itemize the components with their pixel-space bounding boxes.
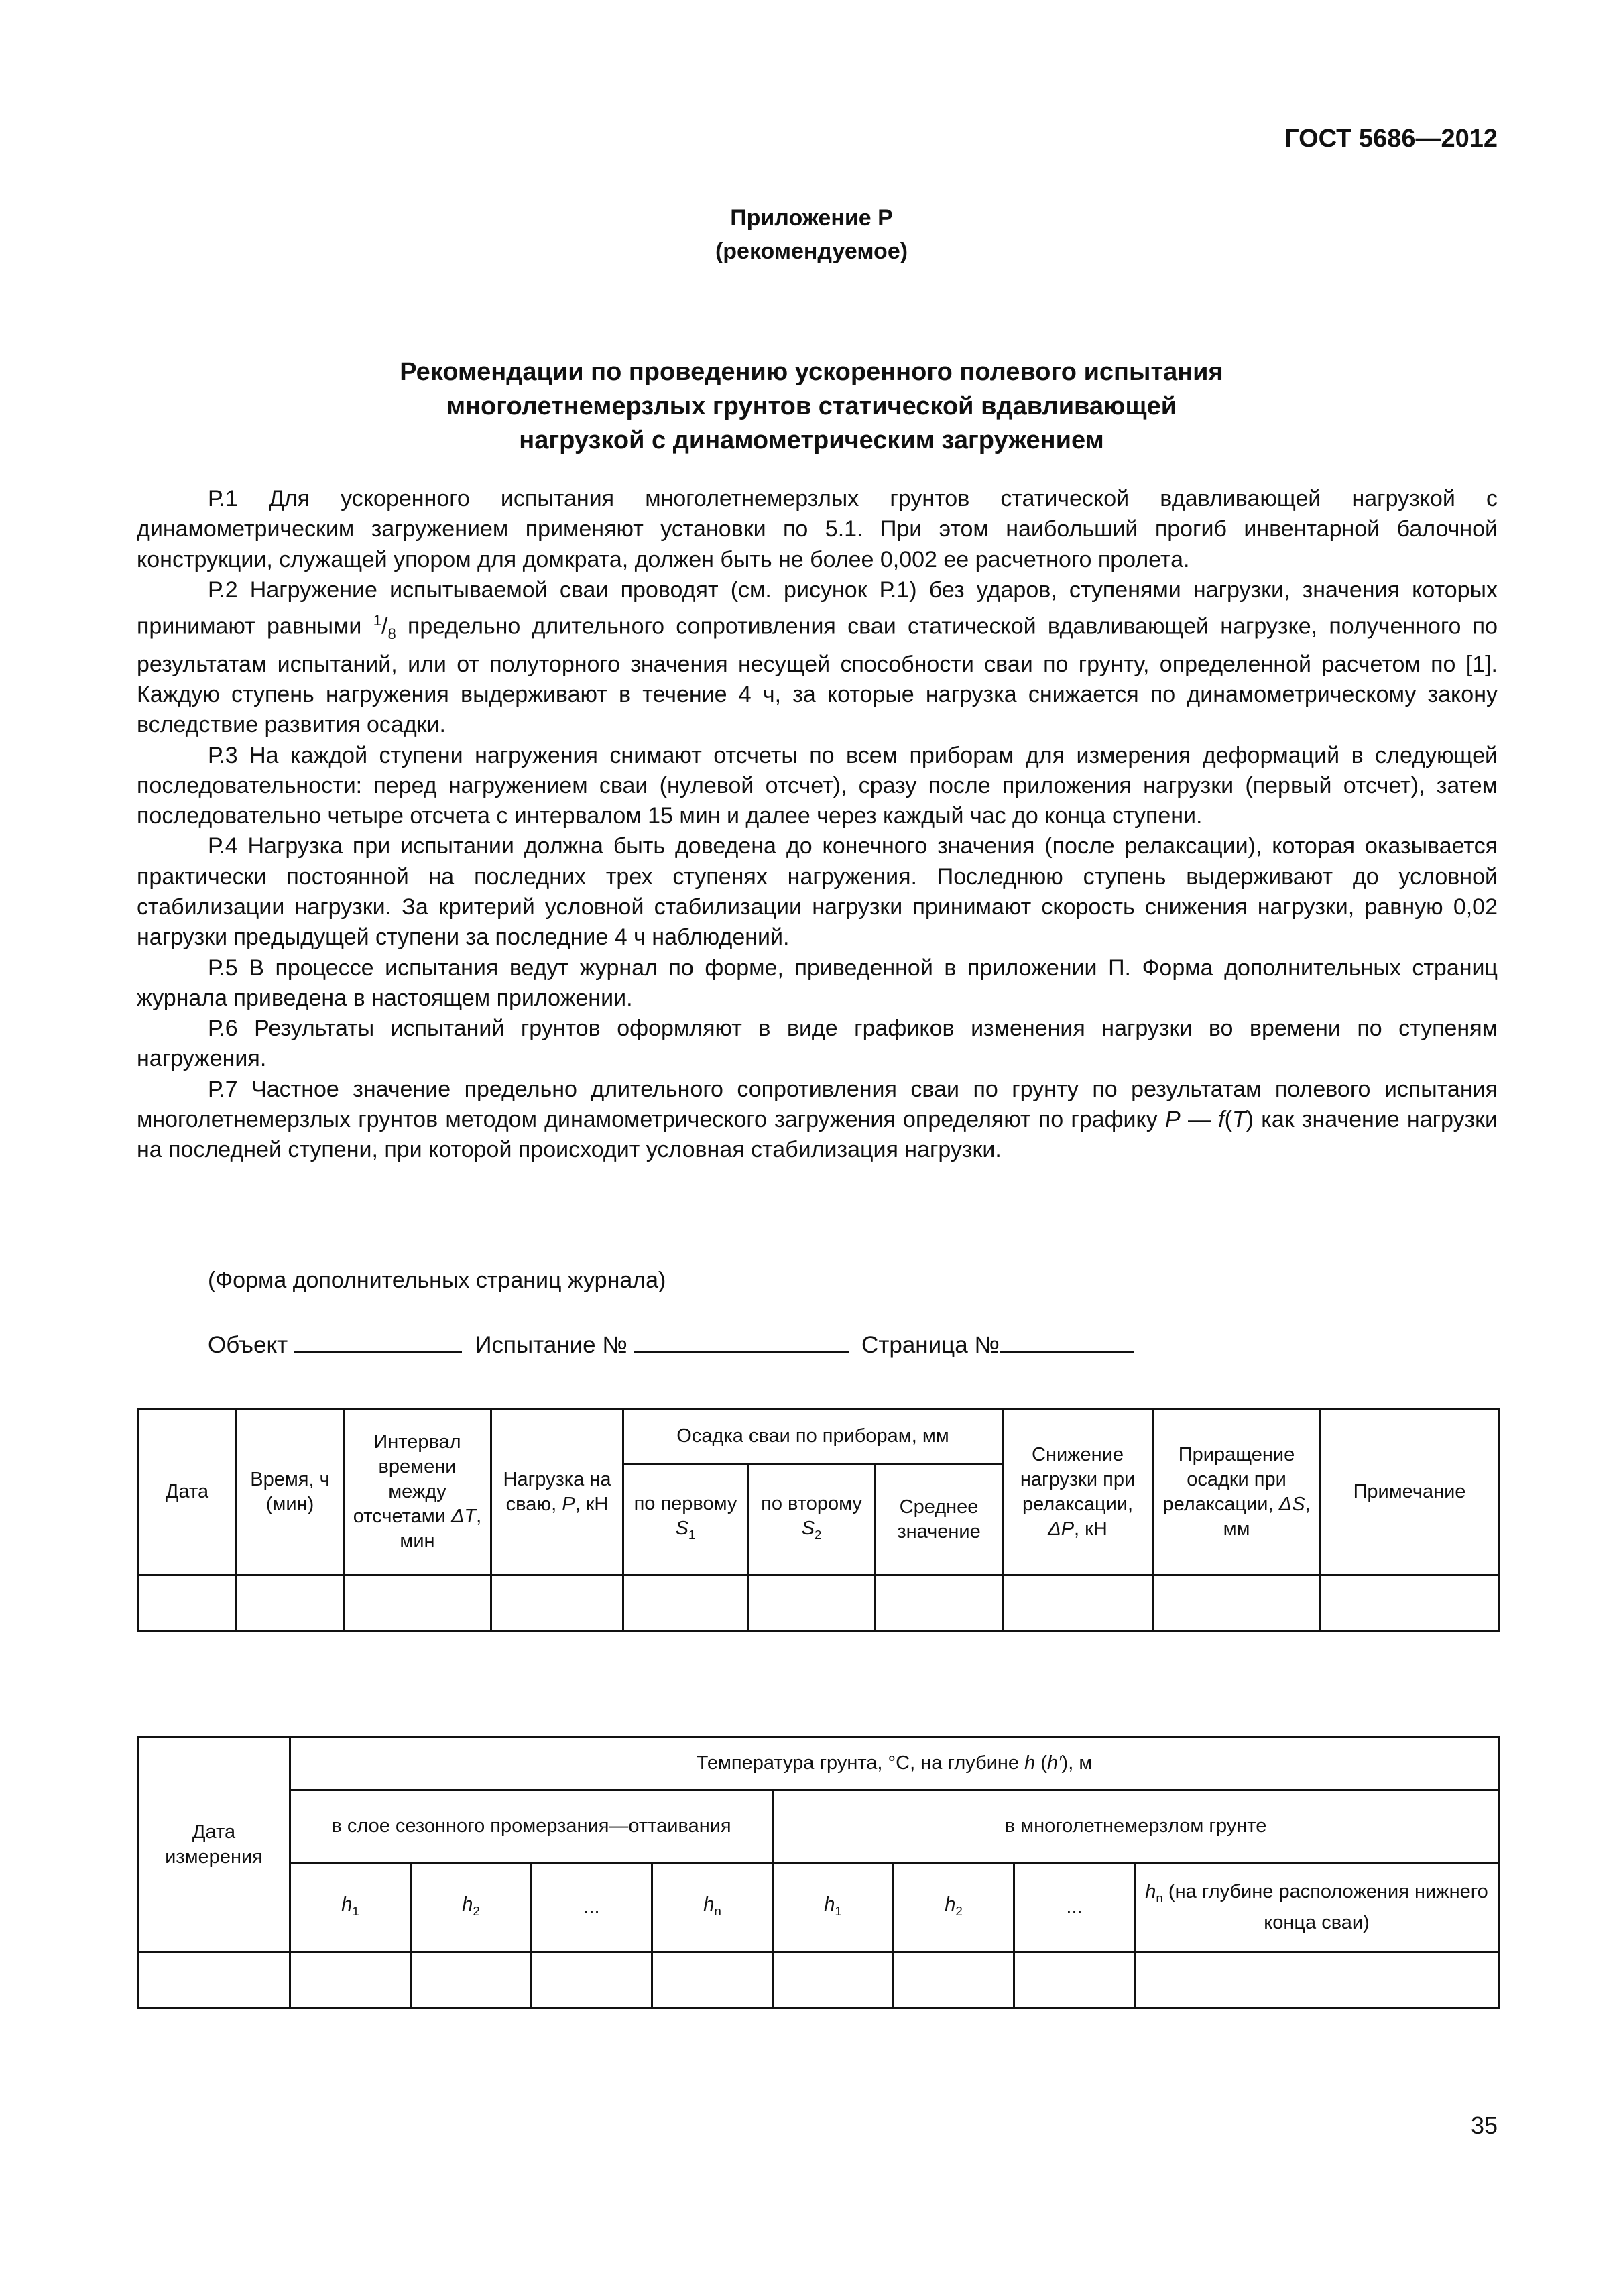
paragraph-p1: Р.1 Для ускоренного испытания многолетнемерзлых грунтов статической вдавливающей нагрузкой с динамометрическим загружением применяют установки по 5.1. При этом наибольший прогиб инвентарной балочной конструкции, служащей упором для домкрата, должен быть не более 0,002 ее расчетного пролета. (137, 486, 1498, 572)
col-permafrost-dots: ... (1014, 1864, 1135, 1952)
paragraph-p6: Р.6 Результаты испытаний грунтов оформляют в виде графиков изменения нагрузки во времени по ступеням нагружения. (137, 1016, 1498, 1072)
reduction-symbol: ΔP (1048, 1518, 1075, 1540)
col-average: Среднее значение (876, 1464, 1003, 1575)
table-cell[interactable] (237, 1575, 344, 1632)
table-cell[interactable] (1321, 1575, 1499, 1632)
load-text: Нагрузка на сваю, (503, 1468, 611, 1515)
p2-fraction-numerator: 1 (373, 612, 381, 629)
col-second-gauge (748, 1464, 876, 1575)
table-cell[interactable] (748, 1575, 876, 1632)
p7-symbol-f: f (1218, 1107, 1225, 1133)
object-label: Объект (208, 1332, 288, 1358)
paragraph-p3: Р.3 На каждой ступени нагружения снимают отсчеты по всем приборам для измерения деформаций в следующей последовательности: перед нагружением сваи (нулевой отсчет), сразу после приложения нагрузки (первый отсчет), затем последовательно четыре отсчета с интервалом 15 мин и далее через каждый час до конца ступени. (137, 742, 1498, 829)
p2-text-a: Р.2 Нагружение испытываемой сваи проводят (см. рисунок Р.1) без ударов, ступенями нагрузки, значения которых принимают равными (137, 577, 1498, 640)
table-cell[interactable] (894, 1952, 1014, 2008)
first-subscript: 1 (688, 1527, 696, 1542)
increment-unit: , мм (1223, 1493, 1311, 1540)
table-cell[interactable] (138, 1575, 237, 1632)
first-text: по первому (634, 1493, 737, 1515)
temp-h: h (1024, 1752, 1036, 1774)
table-cell[interactable] (1135, 1952, 1499, 2008)
col-interval (344, 1409, 491, 1575)
table-cell[interactable] (532, 1952, 652, 2008)
interval-text: Интервал времени между отсчетами (353, 1431, 461, 1527)
col-permafrost-h2: $h_2$ (894, 1864, 1014, 1952)
second-symbol: S (801, 1518, 815, 1540)
first-symbol: S (675, 1518, 688, 1540)
second-subscript: 2 (814, 1527, 822, 1542)
table-cell[interactable] (411, 1952, 532, 2008)
annex-heading (0, 201, 1623, 268)
page-label: Страница № (861, 1332, 1000, 1358)
col-measure-date: Дата измерения (138, 1738, 290, 1952)
table-cell[interactable] (1003, 1575, 1153, 1632)
table-cell[interactable] (138, 1952, 290, 2008)
col-first-gauge (623, 1464, 748, 1575)
table-cell[interactable] (491, 1575, 623, 1632)
title-line-1: Рекомендации по проведению ускоренного полевого испытания (400, 358, 1223, 386)
table-cell[interactable] (1153, 1575, 1321, 1632)
paragraph-p7: Р.7 Частное значение предельно длительного сопротивления сваи по грунту по результатам полевого испытания многолетнемерзлых грунтов методом динамометрического загружения определяют по графику P — f(T) как значение нагрузки на последней ступени, при которой происходит условная стабилизация нагрузки. (137, 1076, 1498, 1163)
temperature-table (137, 1736, 1500, 2009)
p2-fraction-denominator: 8 (387, 625, 396, 643)
page-number-blank[interactable] (1000, 1329, 1134, 1353)
load-symbol: P (562, 1493, 575, 1515)
journal-table (137, 1408, 1500, 1632)
title-line-3: нагрузкой с динамометрическим загружением (519, 426, 1104, 455)
col-increment (1153, 1409, 1321, 1575)
col-settlement: Осадка сваи по приборам, мм (623, 1409, 1003, 1464)
col-reduction (1003, 1409, 1153, 1575)
p7-symbol-t: T (1231, 1107, 1246, 1133)
col-note: Примечание (1321, 1409, 1499, 1575)
reduction-unit: , кН (1074, 1518, 1107, 1540)
hn-note: (на глубине расположения нижнего конца сваи) (1168, 1881, 1488, 1933)
table-cell[interactable] (1014, 1952, 1135, 2008)
table-cell[interactable] (652, 1952, 773, 2008)
table-cell[interactable] (773, 1952, 894, 2008)
document-title (0, 355, 1623, 458)
increment-text: Приращение осадки при релаксации, (1162, 1443, 1295, 1515)
col-permafrost: в многолетнемерзлом грунте (773, 1790, 1499, 1864)
test-number-blank[interactable] (634, 1329, 849, 1353)
p7-symbol-p: P (1165, 1107, 1181, 1133)
p7-text-b: как значение нагрузки на последней ступени, при которой происходит условная стабилизация нагрузки. (137, 1107, 1498, 1163)
paragraph-p2: Р.2 Нагружение испытываемой сваи проводят (см. рисунок Р.1) без ударов, ступенями нагрузки, значения которых принимают равными $^1/_8$ предельно длительного сопротивления сваи статической вдавливающей нагрузке, полученного по результатам испытаний, или от полуторного значения несущей способности сваи по грунту, определенной расчетом по [1]. Каждую ступень нагружения выдерживают в течение 4 ч, за которые нагрузка снижается по динамометрическому закону вследствие развития осадки. (137, 577, 1498, 738)
object-blank[interactable] (294, 1329, 462, 1353)
annex-title: Приложение Р (730, 205, 893, 231)
second-text: по второму (761, 1493, 862, 1515)
paragraph-p5: Р.5 В процессе испытания ведут журнал по форме, приведенной в приложении П. Форма дополнительных страниц журнала приведена в настоящем приложении. (137, 955, 1498, 1011)
table-cell[interactable] (290, 1952, 411, 2008)
standard-number: ГОСТ 5686—2012 (1284, 125, 1498, 153)
col-seasonal-h1: $h_1$ (290, 1864, 411, 1952)
title-line-2: многолетнемерзлых грунтов статической вдавливающей (446, 392, 1177, 420)
temp-text-a: Температура грунта, °С, на глубине (696, 1752, 1020, 1774)
p2-text-b: предельно длительного сопротивления сваи статической вдавливающей нагрузке, полученного по результатам испытаний, или от полуторного значения несущей способности сваи по грунту, определенной расчетом по [1]. Каждую ступень нагружения выдерживают в течение 4 ч, за которые нагрузка снижается по динамометрическому закону вследствие развития осадки. (137, 613, 1498, 738)
col-seasonal-hn: $h_n$ (652, 1864, 773, 1952)
table-cell[interactable] (876, 1575, 1003, 1632)
col-permafrost-h1: $h_1$ (773, 1864, 894, 1952)
col-date: Дата (138, 1409, 237, 1575)
paragraph-p4: Р.4 Нагрузка при испытании должна быть доведена до конечного значения (после релаксации), которая оказывается практически постоянной на последних трех ступенях нагружения. Последнюю ступень выдерживают до условной стабилизации нагрузки. За критерий условной стабилизации нагрузки принимают скорость снижения нагрузки, равную 0,02 нагрузки предыдущей ступени за последние 4 ч наблюдений. (137, 833, 1498, 951)
p7-dash: — (1187, 1107, 1211, 1133)
col-load (491, 1409, 623, 1575)
col-seasonal-dots: ... (532, 1864, 652, 1952)
annex-status: (рекомендуемое) (715, 239, 908, 264)
col-temperature: Температура грунта, °С, на глубине h (h′), м (290, 1738, 1499, 1790)
page-number: 35 (1470, 2112, 1498, 2139)
increment-symbol: ΔS (1278, 1493, 1305, 1515)
interval-unit: , мин (400, 1506, 482, 1552)
form-note: (Форма дополнительных страниц журнала) (208, 1268, 666, 1293)
table-cell[interactable] (623, 1575, 748, 1632)
table-cell[interactable] (344, 1575, 491, 1632)
col-time: Время, ч (мин) (237, 1409, 344, 1575)
form-header-line (208, 1329, 1134, 1359)
load-unit: , кН (575, 1493, 609, 1515)
test-label: Испытание № (475, 1332, 627, 1358)
temp-text-b: , м (1068, 1752, 1093, 1774)
body-text (137, 484, 1498, 1166)
col-permafrost-hn: $h_n$ (на глубине расположения нижнего конца сваи) (1135, 1864, 1499, 1952)
p7-text-a: Р.7 Частное значение предельно длительного сопротивления сваи по грунту по результатам полевого испытания многолетнемерзлых грунтов методом динамометрического загружения определяют по графику (137, 1076, 1498, 1133)
col-seasonal-h2: $h_2$ (411, 1864, 532, 1952)
reduction-text: Снижение нагрузки при релаксации, (1020, 1443, 1136, 1515)
interval-symbol: ΔT (450, 1506, 477, 1527)
col-seasonal-layer: в слое сезонного промерзания—оттаивания (290, 1790, 773, 1864)
temp-h-prime: h′ (1046, 1752, 1062, 1774)
